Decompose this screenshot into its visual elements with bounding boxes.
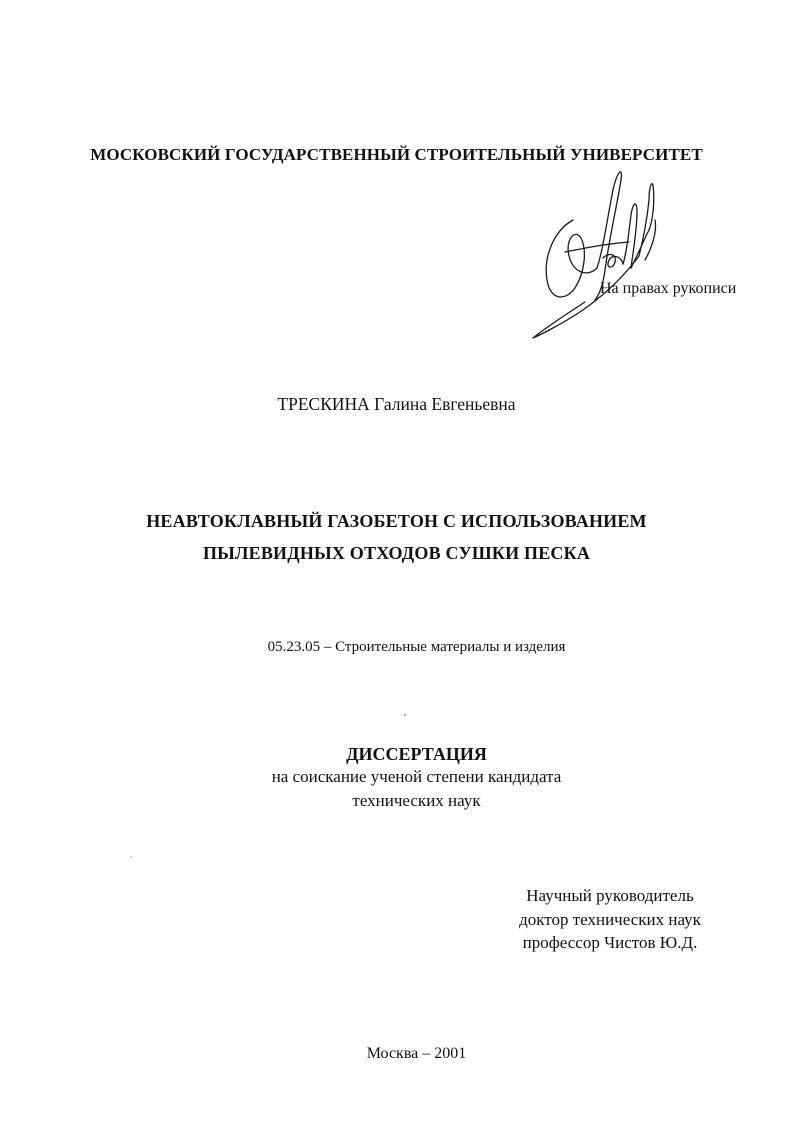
scan-speck [130,856,132,858]
dissertation-title-line1: НЕАВТОКЛАВНЫЙ ГАЗОБЕТОН С ИСПОЛЬЗОВАНИЕМ [146,511,647,531]
dissertation-title-line2: ПЫЛЕВИДНЫХ ОТХОДОВ СУШКИ ПЕСКА [202,543,591,563]
manuscript-rights-note: На правах рукописи [600,280,737,297]
city-year: Москва – 2001 [366,1045,467,1062]
dissertation-label: ДИССЕРТАЦИЯ [346,744,487,764]
university-name: МОСКОВСКИЙ ГОСУДАРСТВЕННЫЙ СТРОИТЕЛЬНЫЙ УНИВЕРСИТЕТ [90,145,703,164]
author-name: ТРЕСКИНА Галина Евгеньевна [277,394,516,414]
advisor-name: профессор Чистов Ю.Д. [522,933,698,952]
handwritten-signature [525,160,675,350]
degree-description-line1: на соискание ученой степени кандидата [271,767,562,786]
specialty-code: 05.23.05 – Строительные материалы и изделия [267,639,566,655]
degree-description-line2: технических наук [352,791,481,810]
advisor-role: Научный руководитель [526,886,694,905]
advisor-degree: доктор технических наук [519,910,701,929]
scan-speck [404,714,406,716]
